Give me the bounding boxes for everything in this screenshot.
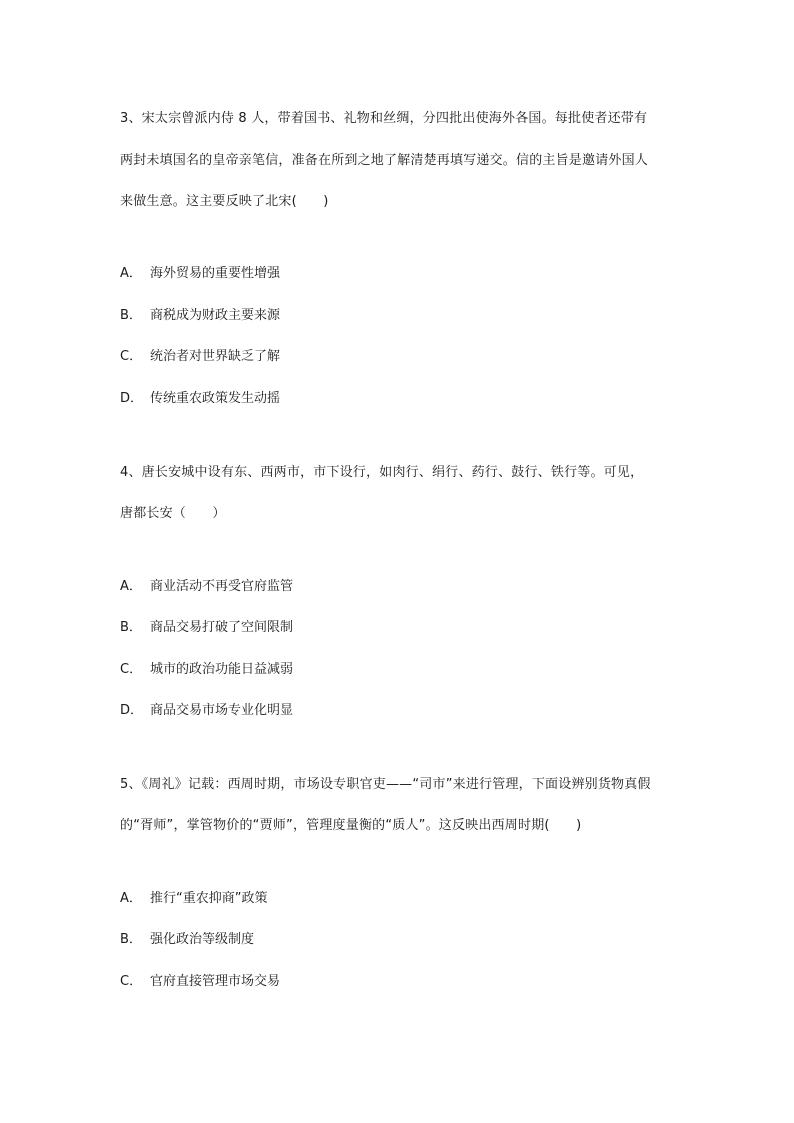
option-letter: B． xyxy=(120,932,142,947)
question-4-option-d xyxy=(120,702,293,720)
option-letter: A． xyxy=(120,891,142,906)
question-5-option-a xyxy=(120,890,267,908)
option-letter: B． xyxy=(120,620,142,635)
question-3-option-d xyxy=(120,390,280,408)
question-3-line-3: 来做生意。这主要反映了北宋( ) xyxy=(120,194,329,209)
question-4-option-a xyxy=(120,578,293,596)
option-letter: C． xyxy=(120,974,143,989)
question-4-line-1: 4、唐长安城中设有东、西两市，市下设行，如肉行、绢行、药行、鼓行、铁行等。可见， xyxy=(120,465,644,480)
option-letter: D． xyxy=(120,703,144,718)
option-text: 商税成为财政主要来源 xyxy=(150,308,281,323)
option-text: 海外贸易的重要性增强 xyxy=(150,266,281,281)
question-5-option-b xyxy=(120,931,254,949)
question-4-option-c xyxy=(120,661,293,679)
question-3-line-1: 3、宋太宗曾派内侍 8 人，带着国书、礼物和丝绸，分四批出使海外各国。每批使者还带有 xyxy=(120,111,648,126)
question-3-option-b xyxy=(120,307,280,325)
option-letter: D． xyxy=(120,391,144,406)
question-3-line-2: 两封未填国名的皇帝亲笔信，准备在所到之地了解清楚再填写递交。信的主旨是邀请外国人 xyxy=(120,153,649,168)
question-5-option-c xyxy=(120,973,280,991)
question-5-line-1: 5、《周礼》记载：西周时期，市场设专职官吏——“司市”来进行管理，下面设辨别货物真假 xyxy=(120,777,651,792)
question-4-option-b xyxy=(120,619,293,637)
option-letter: A． xyxy=(120,579,142,594)
option-text: 商业活动不再受官府监管 xyxy=(150,579,294,594)
option-text: 商品交易打破了空间限制 xyxy=(150,620,294,635)
question-4-line-2: 唐都长安（ ） xyxy=(120,506,226,521)
option-letter: B． xyxy=(120,308,142,323)
question-3-option-c xyxy=(120,348,280,366)
question-3-option-a xyxy=(120,265,280,283)
option-text: 商品交易市场专业化明显 xyxy=(150,703,294,718)
option-text: 强化政治等级制度 xyxy=(150,932,255,947)
option-text: 传统重农政策发生动摇 xyxy=(150,391,281,406)
option-letter: C． xyxy=(120,349,143,364)
option-letter: A． xyxy=(120,266,142,281)
option-letter: C． xyxy=(120,662,143,677)
option-text: 城市的政治功能日益减弱 xyxy=(150,662,294,677)
option-text: 统治者对世界缺乏了解 xyxy=(150,349,281,364)
option-text: 官府直接管理市场交易 xyxy=(150,974,281,989)
option-text: 推行“重农抑商”政策 xyxy=(150,891,268,906)
question-5-line-2: 的“胥师”，掌管物价的“贾师”，管理度量衡的“质人”。这反映出西周时期( ) xyxy=(120,818,582,833)
